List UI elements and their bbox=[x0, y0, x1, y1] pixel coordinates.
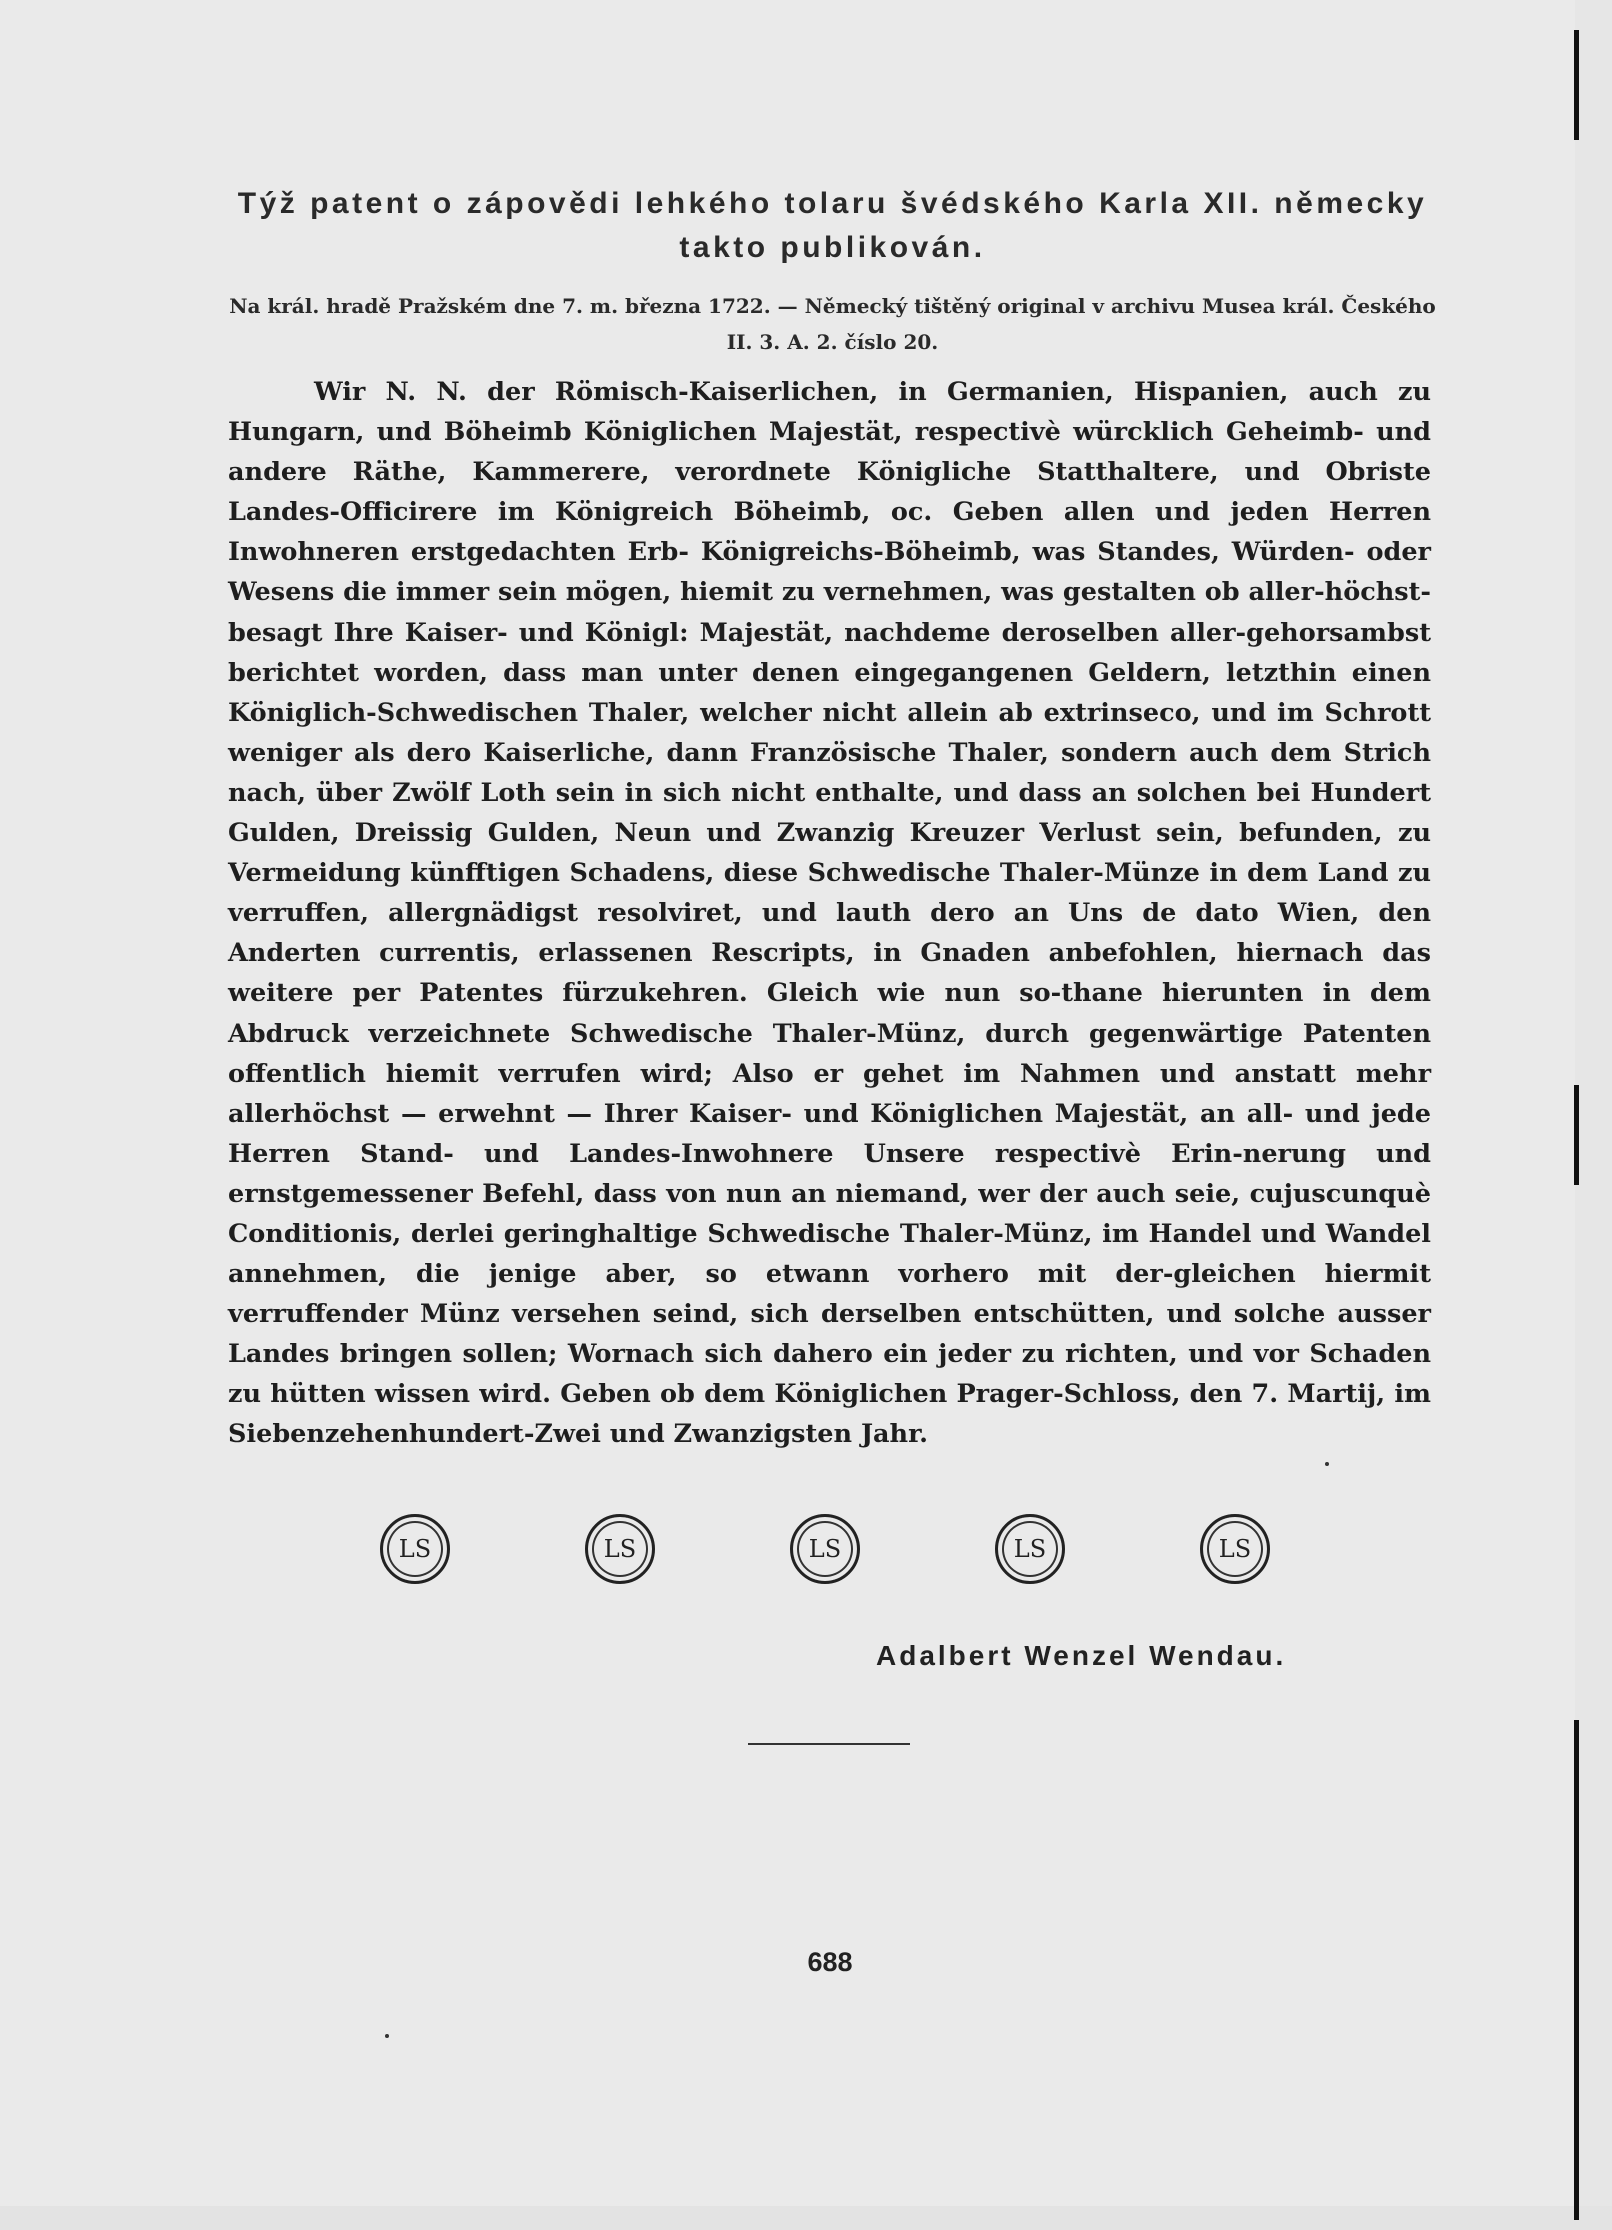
scan-edge-line bbox=[1574, 1085, 1579, 1185]
document-title: Týž patent o zápovědi lehkého tolaru švédského Karla XII. německy takto publikován. bbox=[237, 187, 1428, 264]
scan-edge-line bbox=[1574, 1720, 1579, 2220]
seal-ls-3: LS bbox=[790, 1514, 860, 1584]
seal-row bbox=[380, 1514, 1280, 1594]
seal-ls-5: LS bbox=[1200, 1514, 1270, 1584]
seal-ls-4: LS bbox=[995, 1514, 1065, 1584]
source-note: Na král. hradě Pražském dne 7. m. března 1722. — Německý tištěný original v archivu Musea král. Českého II. 3. A. 2. číslo 20. bbox=[229, 294, 1436, 354]
scan-edge-right bbox=[1575, 0, 1612, 2230]
seal-ls-2: LS bbox=[585, 1514, 655, 1584]
closing-rule bbox=[748, 1743, 910, 1745]
scan-speck bbox=[385, 2034, 389, 2038]
scan-edge-bottom bbox=[0, 2206, 1612, 2230]
signature: Adalbert Wenzel Wendau. bbox=[876, 1640, 1287, 1671]
patent-body-text: Wir N. N. der Römisch-Kaiserlichen, in Germanien, Hispanien, auch zu Hungarn, und Böheimb Königlichen Majestät, respectivè würcklich Geheimb- und andere Räthe, Kammerere, verordnete Königliche Statthaltere, und Obriste Landes-Officirere im Königreich Böheimb, oc. Geben allen und jeden Herren Inwohneren erstgedachten Erb- Königreichs-Böheimb, was Standes, Würden- oder Wesens die immer sein mögen, hiemit zu vernehmen, was gestalten ob aller-höchst-besagt Ihre Kaiser- und Königl: Majestät, nachdeme deroselben aller-gehorsambst berichtet worden, dass man unter denen eingegangenen Geldern, letzthin einen Königlich-Schwedischen Thaler, welcher nicht allein ab extrinseco, und im Schrott weniger als dero Kaiserliche, dann Französische Thaler, sondern auch dem Strich nach, über Zwölf Loth sein in sich nicht enthalte, und dass an solchen bei Hundert Gulden, Dreissig Gulden, Neun und Zwanzig Kreuzer Verlust sein, befunden, zu Vermeidung künfftigen Schadens, diese Schwedische Thaler-Münze in dem Land zu verruffen, allergnädigst resolviret, und lauth dero an Uns de dato Wien, den Anderten currentis, erlassenen Rescripts, in Gnaden anbefohlen, hiernach das weitere per Patentes fürzukehren. Gleich wie nun so-thane hierunten in dem Abdruck verzeichnete Schwedische Thaler-Münz, durch gegenwärtige Patenten offentlich hiemit verrufen wird; Also er gehet im Nahmen und anstatt mehr allerhöchst — erwehnt — Ihrer Kaiser- und Königlichen Majestät, an all- und jede Herren Stand- und Landes-Inwohnere Unsere respectivè Erin-nerung und ernstgemessener Befehl, dass von nun an niemand, wer der auch seie, cujuscunquè Conditionis, derlei geringhaltige Schwedische Thaler-Münz, im Handel und Wandel annehmen, die jenige aber, so etwann vorhero mit der-gleichen hiermit verruffender Münz versehen seind, sich derselben entschütten, und solche ausser Landes bringen sollen; Wornach sich dahero ein jeder zu richten, und vor Schaden zu hütten wissen wird. Geben ob dem Königlichen Prager-Schloss, den 7. Martij, im Siebenzehenhundert-Zwei und Zwanzigsten Jahr. bbox=[228, 377, 1431, 1450]
seal-ls-1: LS bbox=[380, 1514, 450, 1584]
scan-edge-line bbox=[1574, 30, 1579, 140]
scan-speck bbox=[1325, 1462, 1329, 1466]
page-number: 688 bbox=[807, 1947, 853, 1977]
